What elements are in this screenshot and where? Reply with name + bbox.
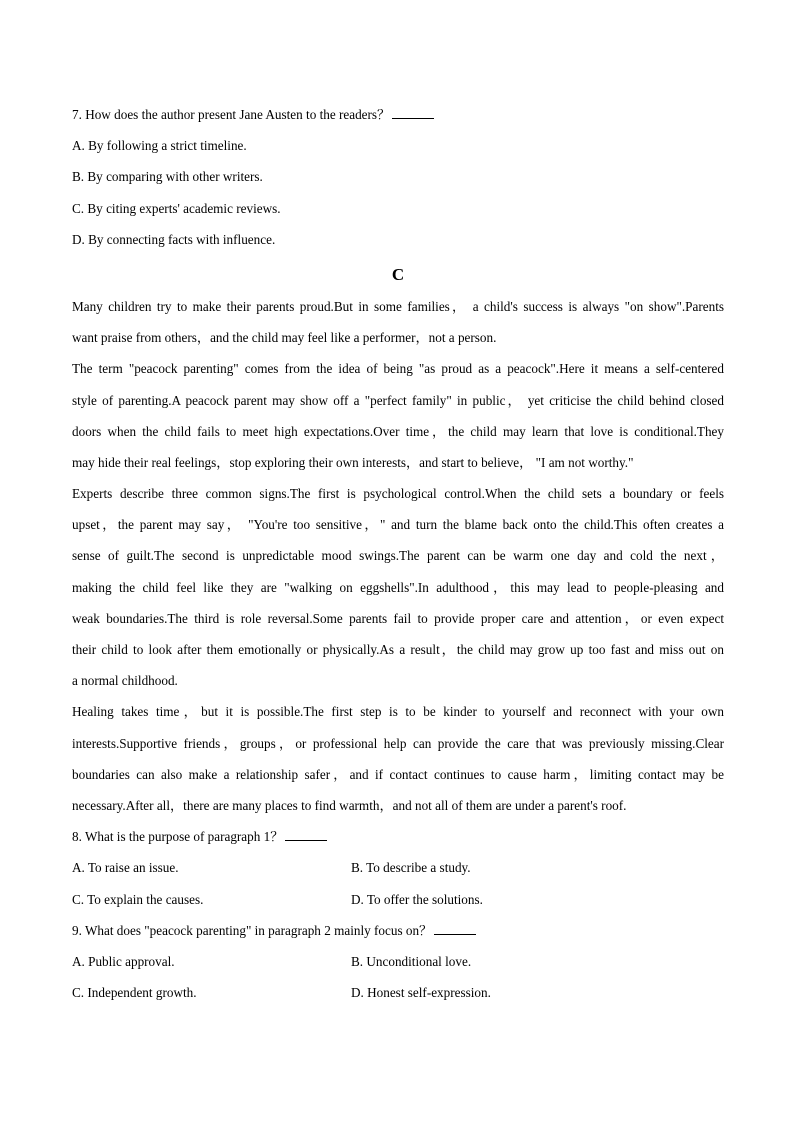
section-title: C xyxy=(391,264,405,284)
question-7-option-c: C. By citing experts' academic reviews. xyxy=(72,200,281,216)
paragraph-4 xyxy=(72,696,724,821)
question-8-option-a: A. To raise an issue. xyxy=(72,860,179,876)
passage-line: The term "peacock parenting" comes from the idea of being "as proud as a peacock".Here it means a self-centered xyxy=(72,361,724,377)
question-9-option-b: B. Unconditional love. xyxy=(351,953,472,969)
question-9-options-row-2 xyxy=(72,977,724,1008)
answer-blank[interactable] xyxy=(392,106,434,119)
question-9-option-a: A. Public approval. xyxy=(72,953,175,969)
question-9-stem xyxy=(72,915,724,946)
passage-line: Many children try to make their parents proud.But in some families， a child's success is always "on show".Parents xyxy=(72,298,724,314)
passage-line: want praise from others，and the child may feel like a performer，not a person. xyxy=(72,330,497,346)
question-8-option-c: C. To explain the causes. xyxy=(72,891,204,907)
passage xyxy=(72,291,724,821)
paragraph-2 xyxy=(72,353,724,478)
passage-line: Healing takes time，but it is possible.The first step is to be kinder to yourself and reconnect with your own xyxy=(72,704,724,720)
passage-line: doors when the child fails to meet high expectations.Over time，the child may learn that love is conditional.They xyxy=(72,423,724,439)
passage-line: necessary.After all，there are many places to find warmth，and not all of them are under a parent's roof. xyxy=(72,797,627,813)
passage-line: weak boundaries.The third is role reversal.Some parents fail to provide proper care and attention，or even expect xyxy=(72,610,724,626)
question-8-options-row-1 xyxy=(72,852,724,883)
passage-line: interests.Supportive friends，groups，or professional help can provide the care that was previously missing.Clear xyxy=(72,735,724,751)
question-9-option-c: C. Independent growth. xyxy=(72,985,197,1001)
question-7-stem xyxy=(72,99,724,130)
question-9-options-row-1 xyxy=(72,946,724,977)
question-8-stem xyxy=(72,821,724,852)
question-7-option-a: A. By following a strict timeline. xyxy=(72,138,247,154)
passage-line: Experts describe three common signs.The first is psychological control.When the child sets a boundary or feels xyxy=(72,486,724,502)
answer-blank[interactable] xyxy=(285,828,327,841)
answer-blank[interactable] xyxy=(434,922,476,935)
question-7-option-b: B. By comparing with other writers. xyxy=(72,169,263,185)
question-7-text: 7. How does the author present Jane Austen to the readers？ xyxy=(72,107,391,122)
question-9-text: 9. What does "peacock parenting" in paragraph 2 mainly focus on？ xyxy=(72,922,433,938)
question-8-option-d: D. To offer the solutions. xyxy=(351,891,483,907)
question-8-text: 8. What is the purpose of paragraph 1？ xyxy=(72,829,284,845)
exam-page xyxy=(72,99,724,1008)
paragraph-3 xyxy=(72,478,724,696)
question-7-option-d: D. By connecting facts with influence. xyxy=(72,231,276,247)
passage-line: may hide their real feelings，stop exploring their own interests，and start to believe， "I am not worthy." xyxy=(72,454,634,470)
passage-line: style of parenting.A peacock parent may show off a "perfect family" in public， yet criticise the child behind closed xyxy=(72,392,724,408)
paragraph-1 xyxy=(72,291,724,353)
passage-line: their child to look after them emotionally or physically.As a result，the child may grow up too fast and miss out on xyxy=(72,642,724,657)
passage-line: sense of guilt.The second is unpredictable mood swings.The parent can be warm one day and cold the next， xyxy=(72,548,724,564)
passage-line: a normal childhood. xyxy=(72,673,178,689)
passage-line: upset，the parent may say， "You're too sensitive，" and turn the blame back onto the child.This often creates a xyxy=(72,517,724,533)
question-9-option-d: D. Honest self-expression. xyxy=(351,985,491,1001)
question-8-options-row-2 xyxy=(72,884,724,915)
question-8-option-b: B. To describe a study. xyxy=(351,860,471,876)
passage-line: boundaries can also make a relationship safer，and if contact continues to cause harm，limiting contact may be xyxy=(72,766,724,782)
passage-line: making the child feel like they are "walking on eggshells".In adulthood，this may lead to people-pleasing and xyxy=(72,579,724,595)
